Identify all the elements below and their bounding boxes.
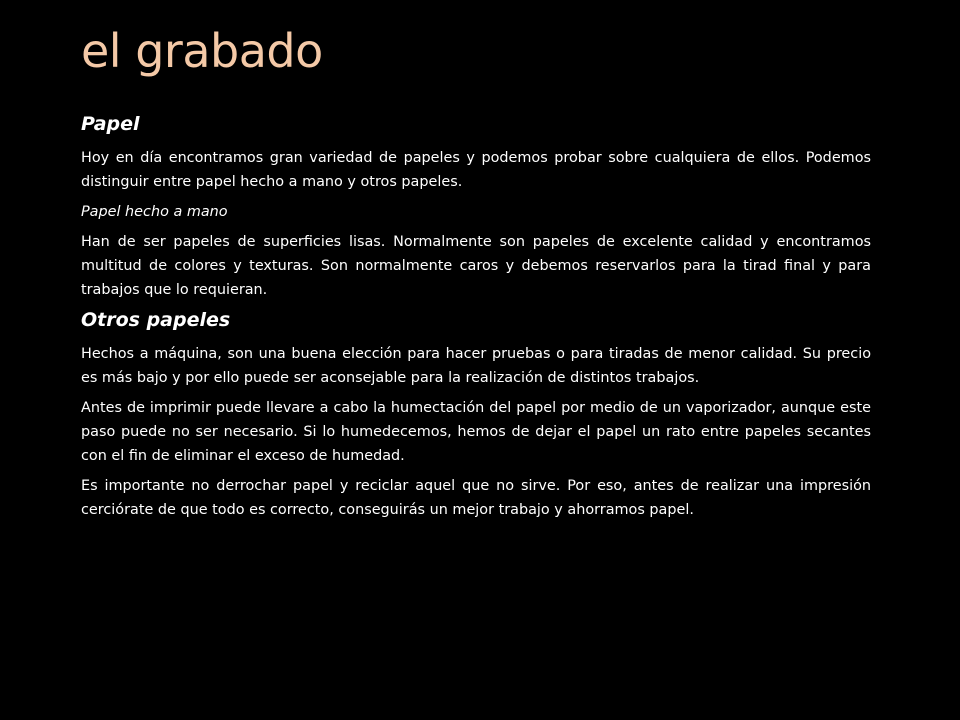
paragraph-intro: Hoy en día encontramos gran variedad de papeles y podemos probar sobre cualquiera de ellos. Podemos distinguir entre papel hecho a mano y otros papeles. (81, 149, 871, 190)
subheading-papel-hecho-a-mano: Papel hecho a mano (81, 203, 228, 220)
slide-body (81, 114, 871, 528)
heading-otros-papeles: Otros papeles (81, 308, 231, 331)
paragraph-papel-hecho-a-mano: Han de ser papeles de superficies lisas. Normalmente son papeles de excelente calidad y encontramos multitud de colores y texturas. Son normalmente caros y debemos reservarlos para la tirad final y para trabajos que lo requieran. (81, 233, 871, 298)
paragraph-humectacion: Antes de imprimir puede llevare a cabo la humectación del papel por medio de un vaporizador, aunque este paso puede no ser necesario. Si lo humedecemos, hemos de dejar el papel un rato entre papeles secantes con el fin de eliminar el exceso de humedad. (81, 399, 871, 464)
paragraph-hechos-a-maquina: Hechos a máquina, son una buena elección para hacer pruebas o para tiradas de menor calidad. Su precio es más bajo y por ello puede ser aconsejable para la realización de distintos trabajos. (81, 345, 871, 386)
heading-papel: Papel (81, 113, 140, 135)
paragraph-reciclar: Es importante no derrochar papel y reciclar aquel que no sirve. Por eso, antes de realizar una impresión cerciórate de que todo es correcto, conseguirás un mejor trabajo y ahorramos papel. (81, 477, 871, 518)
slide-title: el grabado (81, 24, 323, 78)
